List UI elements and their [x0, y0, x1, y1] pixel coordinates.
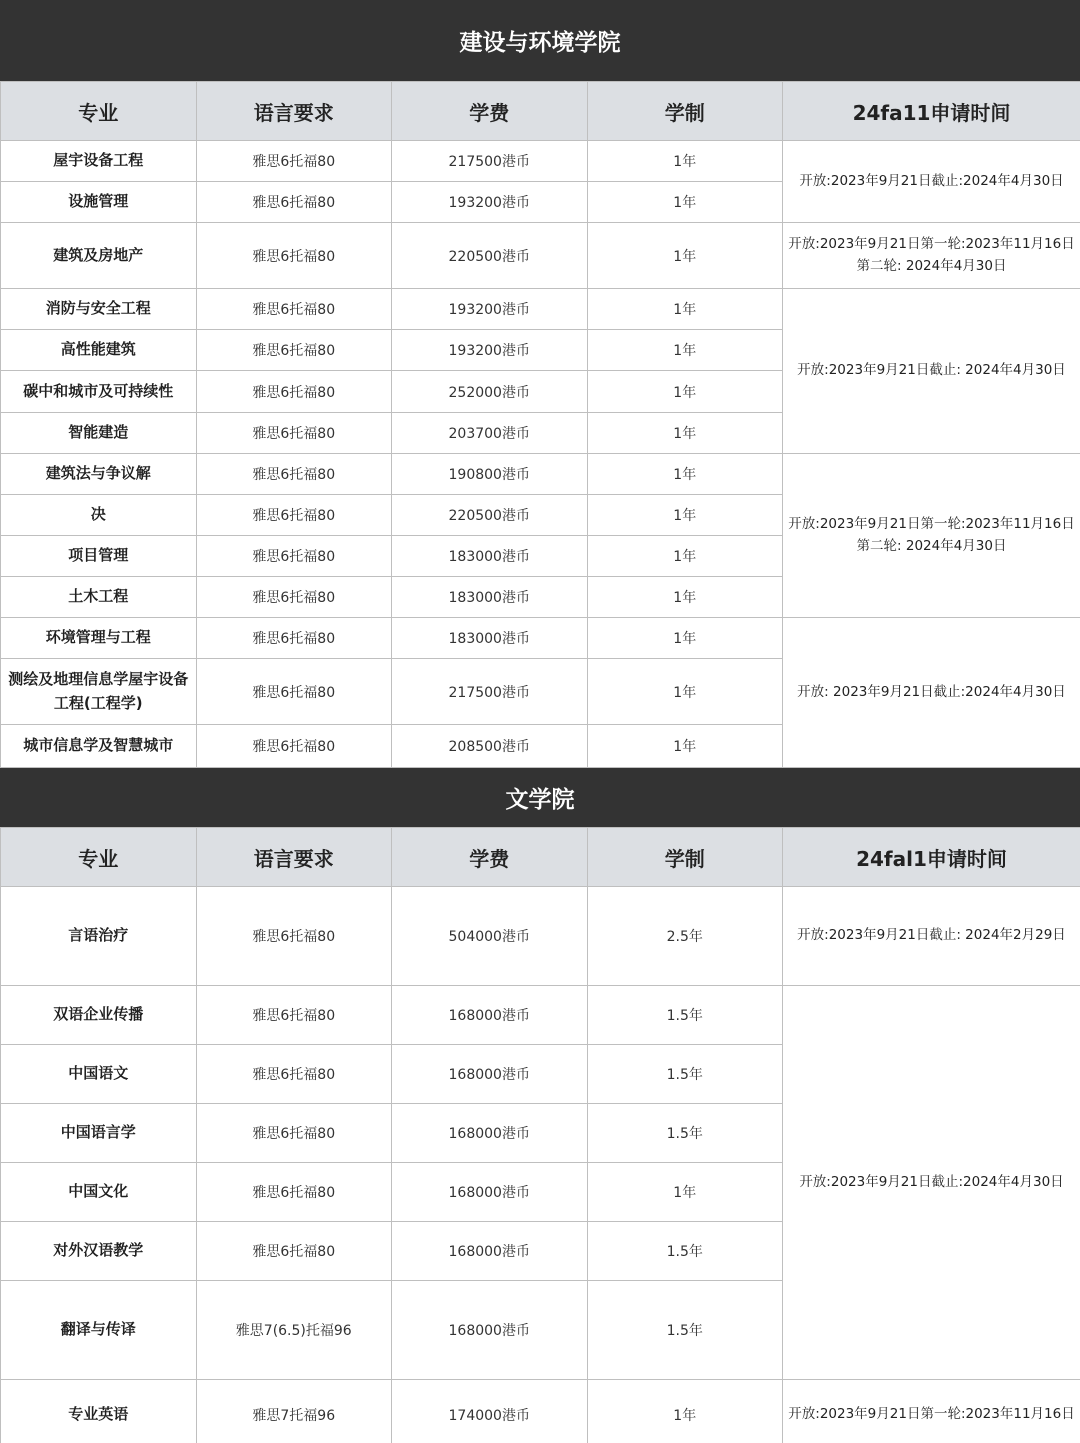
table-row	[1, 887, 1080, 986]
table-row	[1, 1380, 1080, 1443]
language-cell: 雅思7托福96	[196, 1380, 392, 1443]
language-cell: 雅思6托福80	[196, 289, 392, 330]
duration-cell: 1年	[587, 725, 783, 768]
fee-cell: 174000港币	[392, 1380, 588, 1443]
fee-cell: 252000港币	[392, 371, 588, 413]
table-row	[1, 986, 1080, 1045]
language-cell: 雅思6托福80	[196, 986, 392, 1045]
language-cell: 雅思6托福80	[196, 413, 392, 454]
time-line: 开放:2023年9月21日截止: 2024年2月29日	[797, 927, 1066, 944]
fee-cell: 208500港币	[392, 725, 588, 768]
header-application-time: 24fal1申请时间	[783, 828, 1080, 887]
duration-cell: 1年	[587, 413, 783, 454]
major-cell: 言语治疗	[1, 887, 197, 986]
duration-cell: 1.5年	[587, 1222, 783, 1281]
duration-cell: 1年	[587, 141, 783, 182]
program-table	[0, 827, 1080, 1443]
language-cell: 雅思6托福80	[196, 141, 392, 182]
duration-cell: 1年	[587, 1380, 783, 1443]
fee-cell: 183000港币	[392, 536, 588, 577]
header-language: 语言要求	[196, 828, 392, 887]
time-line: 开放:2023年9月21日截止: 2024年4月30日	[797, 362, 1066, 379]
application-time-cell	[783, 887, 1080, 986]
time-line: 第二轮: 2024年4月30日	[856, 537, 1007, 554]
language-cell: 雅思6托福80	[196, 223, 392, 289]
language-cell: 雅思6托福80	[196, 1222, 392, 1281]
language-cell: 雅思6托福80	[196, 1104, 392, 1163]
language-cell: 雅思6托福80	[196, 371, 392, 413]
fee-cell: 193200港币	[392, 182, 588, 223]
language-cell: 雅思6托福80	[196, 1045, 392, 1104]
duration-cell: 1年	[587, 618, 783, 659]
fee-cell: 168000港币	[392, 1163, 588, 1222]
major-cell: 环境管理与工程	[1, 618, 197, 659]
application-time-cell	[783, 223, 1080, 289]
major-cell: 对外汉语教学	[1, 1222, 197, 1281]
fee-cell: 168000港币	[392, 1045, 588, 1104]
application-time-cell	[783, 1380, 1080, 1443]
duration-cell: 1年	[587, 330, 783, 371]
duration-cell: 1年	[587, 577, 783, 618]
time-line: 第二轮: 2024年4月30日	[856, 257, 1007, 274]
program-table	[0, 81, 1080, 768]
duration-cell: 1年	[587, 223, 783, 289]
language-cell: 雅思6托福80	[196, 495, 392, 536]
time-line: 开放: 2023年9月21日截止:2024年4月30日	[797, 683, 1066, 700]
duration-cell: 1年	[587, 182, 783, 223]
major-cell: 翻译与传译	[1, 1281, 197, 1380]
major-cell: 土木工程	[1, 577, 197, 618]
time-line: 开放:2023年9月21日第一轮:2023年11月16日	[788, 515, 1075, 532]
header-duration: 学制	[587, 828, 783, 887]
language-cell: 雅思7(6.5)托福96	[196, 1281, 392, 1380]
fee-cell: 504000港币	[392, 887, 588, 986]
table-row	[1, 454, 1080, 495]
major-cell: 专业英语	[1, 1380, 197, 1443]
duration-cell: 1年	[587, 536, 783, 577]
language-cell: 雅思6托福80	[196, 182, 392, 223]
header-major: 专业	[1, 828, 197, 887]
header-application-time: 24fa11申请时间	[783, 82, 1080, 141]
fee-cell: 220500港币	[392, 223, 588, 289]
time-line: 开放:2023年9月21日第一轮:2023年11月16日	[788, 1405, 1075, 1422]
major-cell: 中国语文	[1, 1045, 197, 1104]
major-cell: 消防与安全工程	[1, 289, 197, 330]
table-row	[1, 141, 1080, 182]
major-cell: 项目管理	[1, 536, 197, 577]
time-line: 开放:2023年9月21日第一轮:2023年11月16日	[788, 235, 1075, 252]
major-cell: 决	[1, 495, 197, 536]
duration-cell: 1年	[587, 454, 783, 495]
table-header-row	[1, 828, 1080, 887]
fee-cell: 193200港币	[392, 330, 588, 371]
major-cell: 智能建造	[1, 413, 197, 454]
language-cell: 雅思6托福80	[196, 1163, 392, 1222]
fee-cell: 168000港币	[392, 1281, 588, 1380]
header-major: 专业	[1, 82, 197, 141]
fee-cell: 183000港币	[392, 618, 588, 659]
section-title: 建设与环境学院	[0, 0, 1080, 81]
duration-cell: 1年	[587, 1163, 783, 1222]
language-cell: 雅思6托福80	[196, 659, 392, 725]
fee-cell: 203700港币	[392, 413, 588, 454]
duration-cell: 1年	[587, 659, 783, 725]
application-time-cell	[783, 618, 1080, 768]
fee-cell: 168000港币	[392, 1104, 588, 1163]
time-line: 开放:2023年9月21日截止:2024年4月30日	[799, 172, 1064, 189]
application-time-cell	[783, 141, 1080, 223]
major-cell: 双语企业传播	[1, 986, 197, 1045]
header-duration: 学制	[587, 82, 783, 141]
fee-cell: 217500港币	[392, 659, 588, 725]
table-row	[1, 289, 1080, 330]
major-cell: 测绘及地理信息学屋宇设备工程(工程学)	[1, 659, 197, 725]
header-language: 语言要求	[196, 82, 392, 141]
duration-cell: 1.5年	[587, 1281, 783, 1380]
duration-cell: 1年	[587, 371, 783, 413]
duration-cell: 1.5年	[587, 1104, 783, 1163]
table-header-row	[1, 82, 1080, 141]
major-cell: 屋宇设备工程	[1, 141, 197, 182]
major-cell: 城市信息学及智慧城市	[1, 725, 197, 768]
section-title: 文学院	[0, 768, 1080, 827]
language-cell: 雅思6托福80	[196, 577, 392, 618]
major-cell: 中国语言学	[1, 1104, 197, 1163]
major-cell: 设施管理	[1, 182, 197, 223]
table-row	[1, 223, 1080, 289]
language-cell: 雅思6托福80	[196, 330, 392, 371]
language-cell: 雅思6托福80	[196, 725, 392, 768]
duration-cell: 1年	[587, 289, 783, 330]
fee-cell: 220500港币	[392, 495, 588, 536]
language-cell: 雅思6托福80	[196, 454, 392, 495]
table-row	[1, 618, 1080, 659]
fee-cell: 190800港币	[392, 454, 588, 495]
fee-cell: 183000港币	[392, 577, 588, 618]
language-cell: 雅思6托福80	[196, 536, 392, 577]
language-cell: 雅思6托福80	[196, 618, 392, 659]
major-cell: 建筑及房地产	[1, 223, 197, 289]
duration-cell: 2.5年	[587, 887, 783, 986]
fee-cell: 168000港币	[392, 1222, 588, 1281]
time-line: 开放:2023年9月21日截止:2024年4月30日	[799, 1173, 1064, 1190]
fee-cell: 193200港币	[392, 289, 588, 330]
fee-cell: 217500港币	[392, 141, 588, 182]
major-cell: 中国文化	[1, 1163, 197, 1222]
fee-cell: 168000港币	[392, 986, 588, 1045]
major-cell: 建筑法与争议解	[1, 454, 197, 495]
duration-cell: 1年	[587, 495, 783, 536]
language-cell: 雅思6托福80	[196, 887, 392, 986]
duration-cell: 1.5年	[587, 1045, 783, 1104]
application-time-cell	[783, 289, 1080, 454]
application-time-cell	[783, 986, 1080, 1380]
header-fee: 学费	[392, 82, 588, 141]
major-cell: 高性能建筑	[1, 330, 197, 371]
major-cell: 碳中和城市及可持续性	[1, 371, 197, 413]
header-fee: 学费	[392, 828, 588, 887]
duration-cell: 1.5年	[587, 986, 783, 1045]
application-time-cell	[783, 454, 1080, 618]
